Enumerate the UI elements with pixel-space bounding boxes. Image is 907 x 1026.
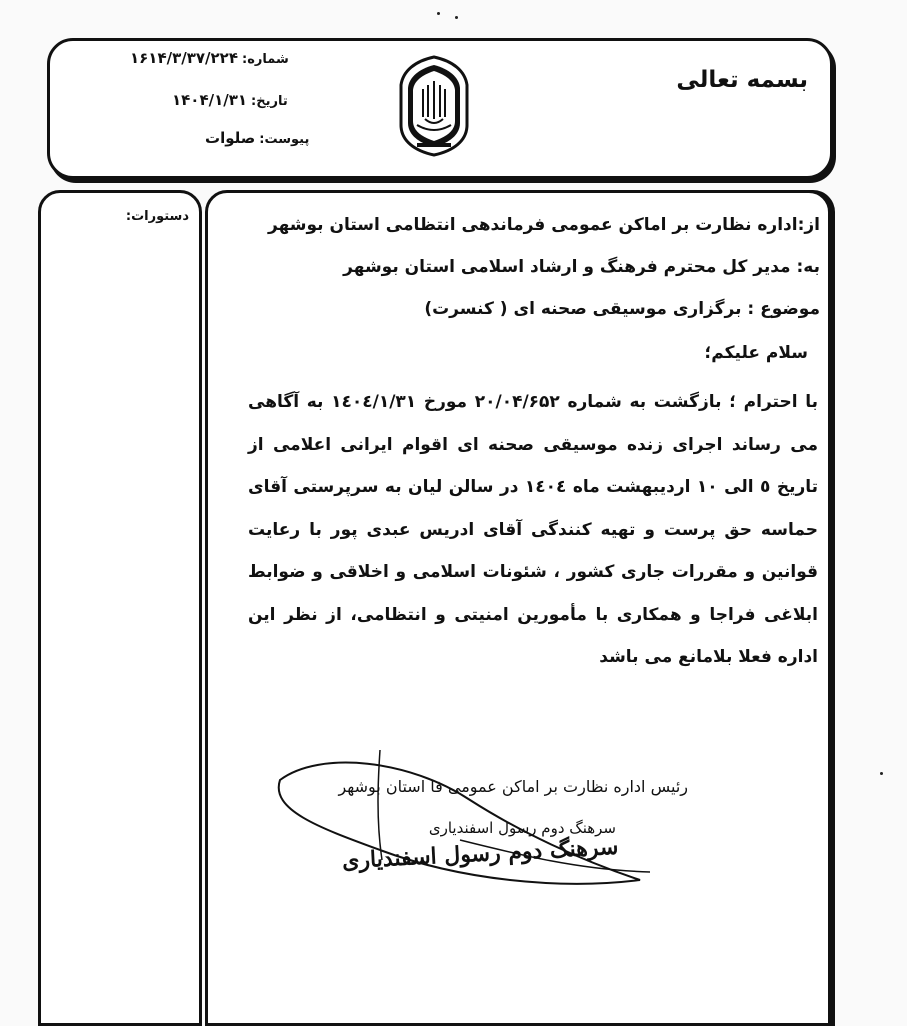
signature-stamp-name: سرهنگ دوم رسول اسفندیاری — [341, 833, 619, 875]
handwritten-signature — [260, 740, 660, 900]
attachment-label: پیوست: — [259, 132, 310, 147]
scan-speck — [455, 16, 458, 19]
letter-date — [172, 91, 288, 109]
signatory-name: سرهنگ دوم رسول اسفندیاری — [428, 819, 616, 837]
scan-speck — [437, 12, 440, 15]
police-emblem-icon — [395, 55, 473, 157]
to-line: به: مدیر کل محترم فرهنگ و ارشاد اسلامی استان بوشهر — [343, 257, 820, 277]
date-value: ۱۴۰۴/۱/۳۱ — [172, 91, 248, 109]
letter-attachment — [205, 129, 309, 147]
scan-speck — [880, 772, 883, 775]
number-label: شماره: — [242, 52, 289, 67]
directives-label: دستورات: — [125, 209, 189, 224]
letterhead — [47, 38, 833, 179]
letter-number — [130, 49, 289, 67]
body-paragraph: با احترام ؛ بازگشت به شماره ۲۰/۰۴/۶۵۲ مورخ ۱٤۰٤/۱/۳۱ به آگاهی می رساند اجرای زنده موسیقی صحنه ای اقوام ایرانی اعلامی از تاریخ ٥ الی ۱۰ اردیبهشت ماه ۱٤۰٤ در سالن لیان به سرپرستی آقای حماسه حق پرست و تهیه کنندگی آقای ادریس عبدی پور با رعایت قوانین و مقررات جاری کشور ، شئونات اسلامی و اخلاقی و ضوابط ابلاغی فراجا و همکاری با مأمورین امنیتی و انتظامی، از نظر این اداره فعلا بلامانع می باشد — [248, 392, 819, 667]
from-line: از:اداره نظارت بر اماکن عمومی فرماندهی انتظامی استان بوشهر — [268, 215, 820, 235]
number-value: ۱۶۱۴/۳/۳۷/۲۲۴ — [130, 49, 238, 67]
signatory-title: رئیس اداره نظارت بر اماکن عمومی فا استان بوشهر — [338, 777, 688, 796]
directives-column — [38, 190, 202, 1026]
attachment-value: صلوات — [205, 129, 256, 147]
letter-body — [205, 190, 831, 1026]
subject-line: موضوع : برگزاری موسیقی صحنه ای ( کنسرت) — [424, 299, 820, 319]
greeting: سلام علیکم؛ — [704, 343, 808, 363]
date-label: تاریخ: — [251, 94, 288, 109]
page-title: بسمه تعالی — [676, 67, 808, 93]
